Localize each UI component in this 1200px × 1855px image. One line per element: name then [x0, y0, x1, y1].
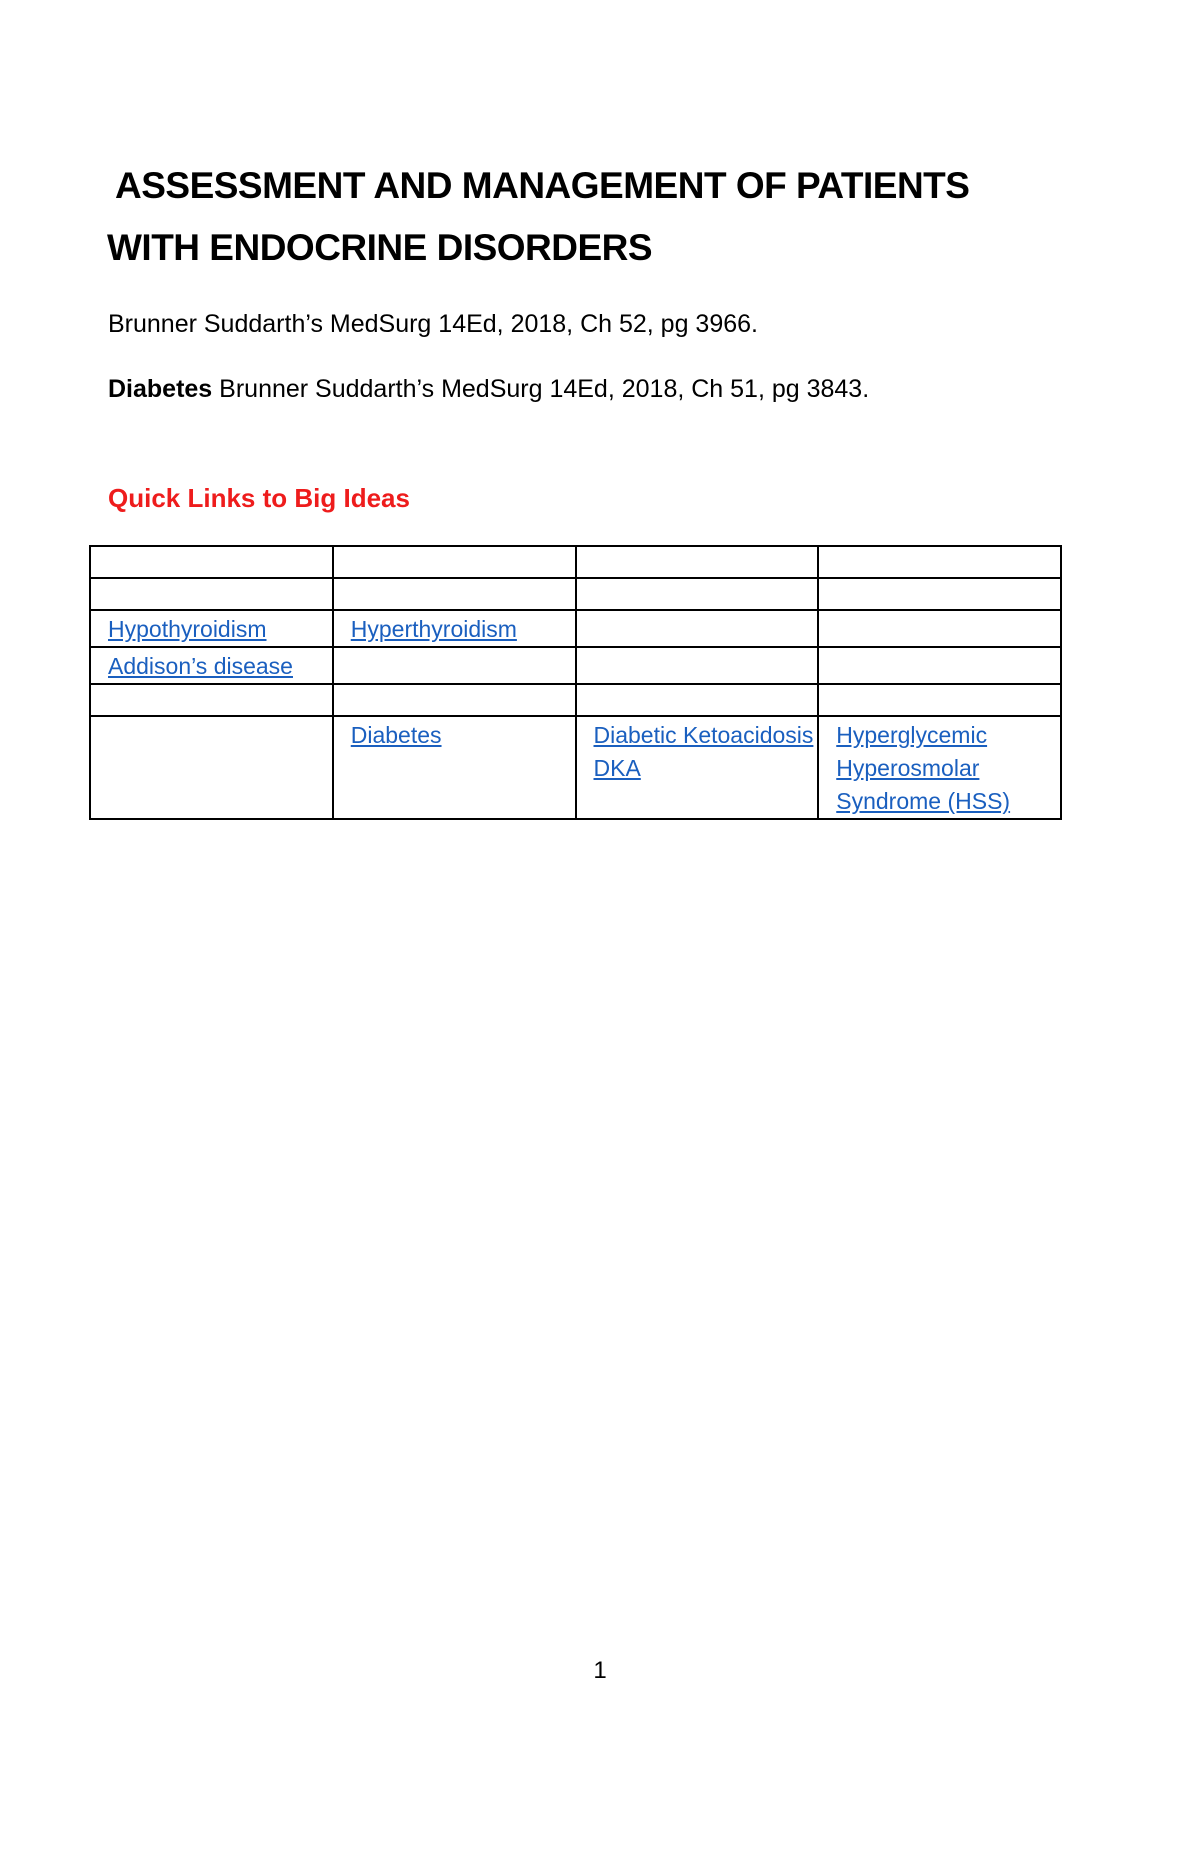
- table-cell: [90, 578, 333, 610]
- reference-diabetes-label: Diabetes: [108, 375, 213, 403]
- reference-diabetes-text: Brunner Suddarth’s MedSurg 14Ed, 2018, Ch 51, pg 3843.: [212, 375, 870, 403]
- table-row: [90, 546, 1061, 578]
- link-diabetic-ketoacidosis[interactable]: Diabetic Ketoacidosis DKA: [593, 722, 814, 781]
- table-row: [90, 578, 1061, 610]
- table-cell: [818, 647, 1061, 684]
- link-diabetes[interactable]: Diabetes: [350, 722, 442, 748]
- reference-chapter-52: Brunner Suddarth’s MedSurg 14Ed, 2018, Ch 52, pg 3966.: [108, 310, 758, 338]
- table-cell: [576, 578, 819, 610]
- table-cell: [333, 684, 576, 716]
- table-cell: [576, 716, 819, 819]
- table-cell: [818, 546, 1061, 578]
- link-addisons-disease[interactable]: Addison’s disease: [108, 653, 293, 679]
- quick-links-table: [89, 545, 1062, 820]
- table-row: [90, 647, 1061, 684]
- table-cell: [90, 546, 333, 578]
- table-cell: [576, 546, 819, 578]
- link-hyperglycemic-hyperosmolar-syndrome[interactable]: Hyperglycemic Hyperosmolar Syndrome (HSS): [836, 722, 1011, 814]
- table-cell: [90, 610, 333, 647]
- link-hyperthyroidism[interactable]: Hyperthyroidism: [350, 616, 517, 642]
- link-hypothyroidism[interactable]: Hypothyroidism: [108, 616, 267, 642]
- page-number: 1: [593, 1657, 607, 1684]
- page-title: [107, 155, 1107, 279]
- quick-links-heading: Quick Links to Big Ideas: [108, 483, 410, 513]
- table-row: [90, 716, 1061, 819]
- table-cell: [818, 684, 1061, 716]
- reference-chapter-51: [108, 373, 869, 405]
- table-cell: [333, 578, 576, 610]
- table-cell: [333, 647, 576, 684]
- table-cell: [818, 610, 1061, 647]
- table-cell: [90, 716, 333, 819]
- table-cell: [333, 716, 576, 819]
- table-row: [90, 684, 1061, 716]
- table-cell: [90, 684, 333, 716]
- table-cell: [576, 647, 819, 684]
- title-line-2: WITH ENDOCRINE DISORDERS: [107, 227, 653, 268]
- table-cell: [576, 610, 819, 647]
- table-cell: [576, 684, 819, 716]
- title-line-1: ASSESSMENT AND MANAGEMENT OF PATIENTS: [115, 165, 970, 206]
- table-cell: [333, 610, 576, 647]
- table-cell: [818, 716, 1061, 819]
- table-cell: [818, 578, 1061, 610]
- table-row: [90, 610, 1061, 647]
- table-cell: [90, 647, 333, 684]
- table-cell: [333, 546, 576, 578]
